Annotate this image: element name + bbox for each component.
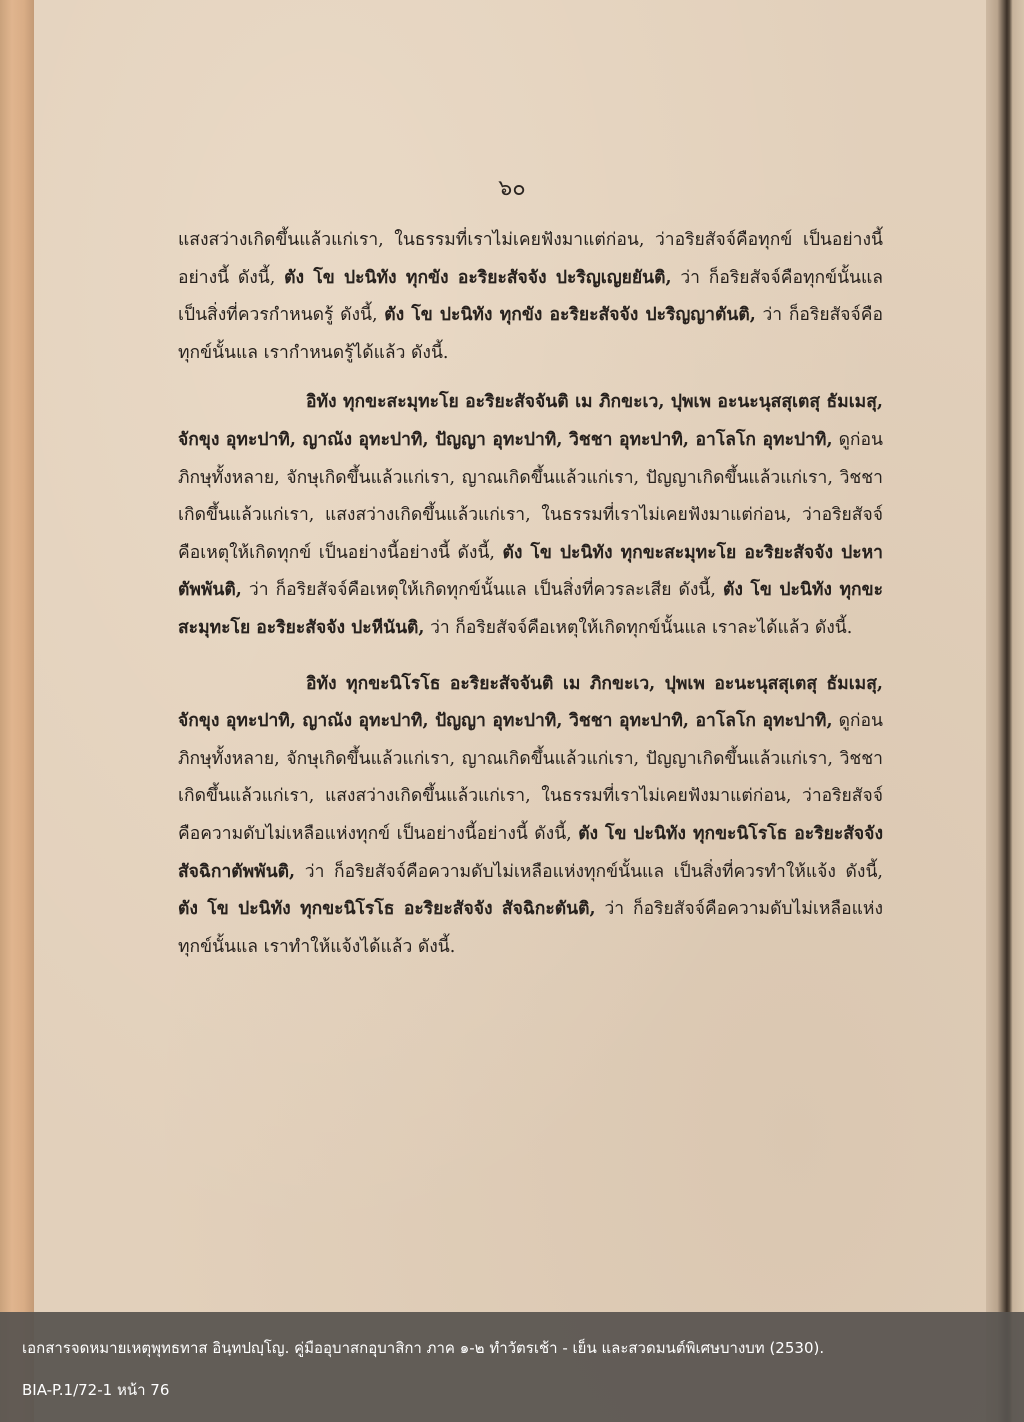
pali-chant-text: อิทัง ทุกขะสะมุทะโย อะริยะสัจจันติ เม ภิกขะเว, ปุพเพ อะนะนุสสุเตสุ ธัมเมสุ, จักขุง อุทะปาทิ, ญาณัง อุทะปาทิ, ปัญญา อุทะปาทิ, วิชชา อุทะปาทิ, อาโลโก อุทะปาทิ, [178, 392, 883, 450]
pali-chant-text: ตัง โข ปะนิทัง ทุกขัง อะริยะสัจจัง ปะริญญาตันติ, [384, 305, 756, 326]
thai-translation-text: ว่า ก็อริยสัจจ์คือทุกข์นั้นแล เป็นสิ่งที่ควรกำหนดรู้ ดังนี้, [178, 267, 883, 326]
page-body-text [178, 222, 883, 966]
thai-translation-text: ว่า ก็อริยสัจจ์คือเหตุให้เกิดทุกข์นั้นแล เราละได้แล้ว ดังนี้. [424, 617, 853, 638]
pali-chant-text: ตัง โข ปะนิทัง ทุกขะสะมุทะโย อะริยะสัจจัง ปะหาตัพพันติ, [178, 542, 883, 601]
paragraph-2 [178, 384, 883, 647]
paragraph-3 [178, 666, 883, 967]
pali-chant-text: ตัง โข ปะนิทัง ทุกขะนิโรโธ อะริยะสัจจัง สัจฉิกาตัพพันติ, [178, 823, 883, 882]
pali-chant-text: ตัง โข ปะนิทัง ทุกขะนิโรโธ อะริยะสัจจัง สัจฉิกะตันติ, [178, 899, 596, 920]
caption-title: เอกสารจดหมายเหตุพุทธทาส อินฺทปญฺโญ. คู่มืออุบาสกอุบาสิกา ภาค ๑-๒ ทำวัตรเช้า - เย็น และสวดมนต์พิเศษบางบท (2530). [22, 1339, 825, 1357]
archive-caption-bar [0, 1312, 1024, 1422]
caption-reference: BIA-P.1/72-1 หน้า 76 [22, 1381, 170, 1399]
thai-translation-text: แสงสว่างเกิดขึ้นแล้วแก่เรา, ในธรรมที่เราไม่เคยฟังมาแต่ก่อน, ว่าอริยสัจจ์คือทุกข์ เป็นอย่างนี้อย่างนี้ ดังนี้, [178, 230, 883, 288]
book-page-edge [0, 0, 34, 1422]
paragraph-1 [178, 222, 883, 372]
pali-chant-text: อิทัง ทุกขะนิโรโธ อะริยะสัจจันติ เม ภิกขะเว, ปุพเพ อะนะนุสสุเตสุ ธัมเมสุ, จักขุง อุทะปาทิ, ญาณัง อุทะปาทิ, ปัญญา อุทะปาทิ, วิชชา อุทะปาทิ, อาโลโก อุทะปาทิ, [178, 673, 883, 732]
thai-translation-text: ดูก่อนภิกษุทั้งหลาย, จักษุเกิดขึ้นแล้วแก่เรา, ญาณเกิดขึ้นแล้วแก่เรา, ปัญญาเกิดขึ้นแล้วแก่เรา, วิชชาเกิดขึ้นแล้วแก่เรา, แสงสว่างเกิดขึ้นแล้วแก่เรา, ในธรรมที่เราไม่เคยฟังมาแต่ก่อน, ว่าอริยสัจจ์คือเหตุให้เกิดทุกข์ เป็นอย่างนี้อย่างนี้ ดังนี้, [178, 429, 884, 563]
pali-chant-text: ตัง โข ปะนิทัง ทุกขัง อะริยะสัจจัง ปะริญเญยยันติ, [284, 267, 672, 288]
thai-translation-text: ว่า ก็อริยสัจจ์คือความดับไม่เหลือแห่งทุกข์นั้นแล เราทำให้แจ้งได้แล้ว ดังนี้. [178, 899, 883, 957]
book-gutter [986, 0, 1024, 1422]
thai-translation-text: ว่า ก็อริยสัจจ์คือทุกข์นั้นแล เรากำหนดรู้ได้แล้ว ดังนี้. [178, 305, 883, 363]
thai-translation-text: ว่า ก็อริยสัจจ์คือความดับไม่เหลือแห่งทุกข์นั้นแล เป็นสิ่งที่ควรทำให้แจ้ง ดังนี้, [295, 861, 883, 882]
thai-translation-text: ว่า ก็อริยสัจจ์คือเหตุให้เกิดทุกข์นั้นแล เป็นสิ่งที่ควรละเสีย ดังนี้, [241, 580, 723, 601]
thai-translation-text: ดูก่อนภิกษุทั้งหลาย, จักษุเกิดขึ้นแล้วแก่เรา, ญาณเกิดขึ้นแล้วแก่เรา, ปัญญาเกิดขึ้นแล้วแก่เรา, วิชชาเกิดขึ้นแล้วแก่เรา, แสงสว่างเกิดขึ้นแล้วแก่เรา, ในธรรมที่เราไม่เคยฟังมาแต่ก่อน, ว่าอริยสัจจ์คือความดับไม่เหลือแห่งทุกข์ เป็นอย่างนี้อย่างนี้ ดังนี้, [178, 711, 884, 844]
pali-chant-text: ตัง โข ปะนิทัง ทุกขะสะมุทะโย อะริยะสัจจัง ปะหีนันติ, [178, 580, 883, 638]
page-number: ๖๐ [498, 176, 526, 201]
